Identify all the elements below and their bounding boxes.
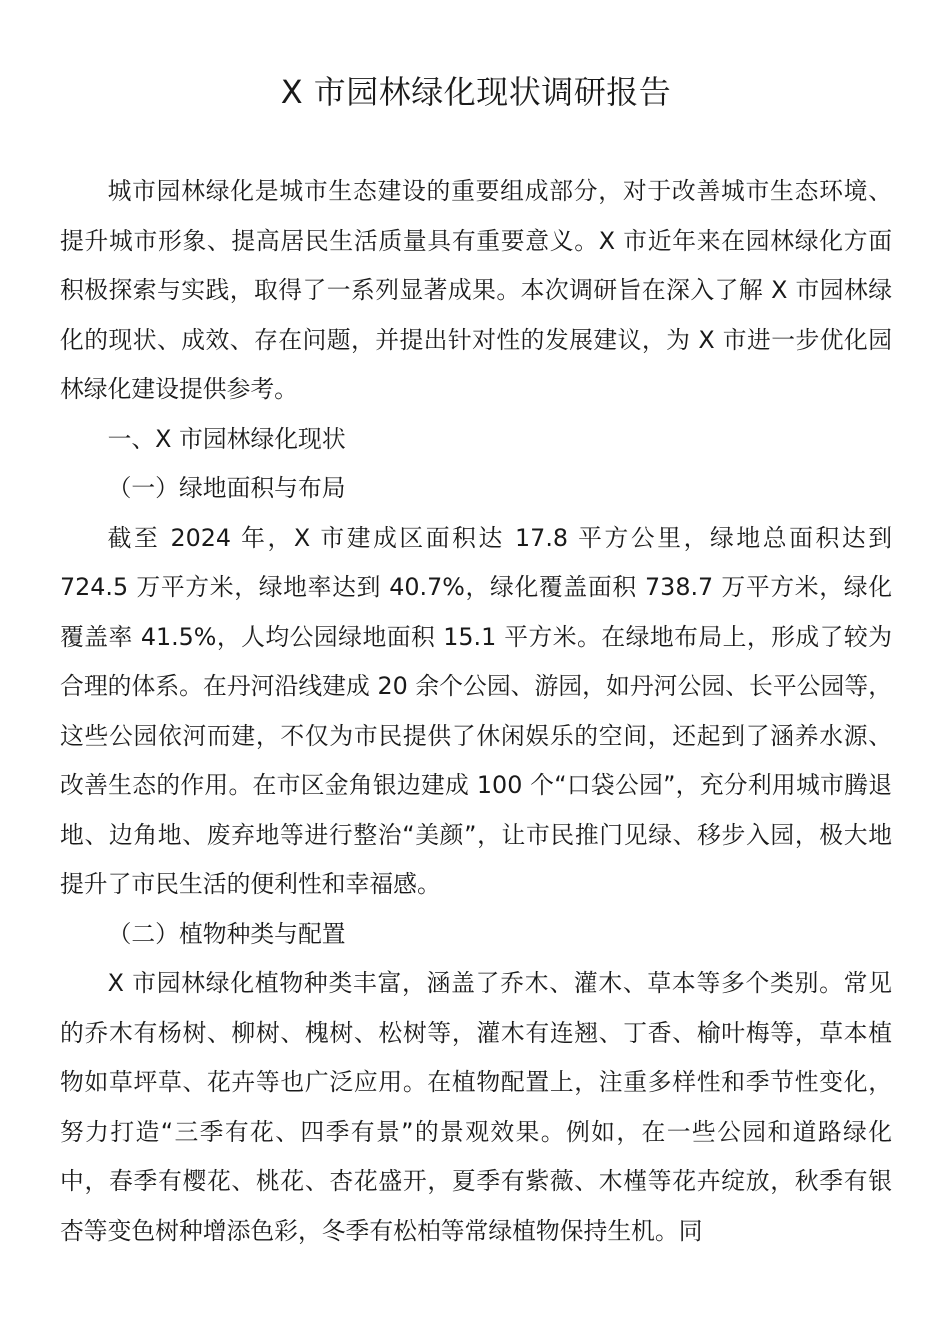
subsection-1-heading: （一）绿地面积与布局 (107, 474, 346, 502)
section-1-heading: 一、X 市园林绿化现状 (107, 424, 346, 453)
document-page (60, 0, 892, 1256)
document-body (60, 167, 892, 1256)
document-title: X 市园林绿化现状调研报告 (280, 73, 672, 111)
subsection-2-heading: （二）植物种类与配置 (107, 919, 346, 948)
subsection-2-paragraph: X 市园林绿化植物种类丰富，涵盖了乔木、灌木、草本等多个类别。常见的乔木有杨树、柳树、槐树、松树等，灌木有连翘、丁香、榆叶梅等，草本植物如草坪草、花卉等也广泛应用。在植物配置上，注重多样性和季节性变化，努力打造“三季有花、四季有景”的景观效果。例如，在一些公园和道路绿化中，春季有樱花、桃花、杏花盛开，夏季有紫薇、木槿等花卉绽放，秋季有银杏等变色树种增添色彩，冬季有松柏等常绿植物保持生机。同 (60, 969, 892, 1245)
intro-paragraph: 城市园林绿化是城市生态建设的重要组成部分，对于改善城市生态环境、提升城市形象、提高居民生活质量具有重要意义。X 市近年来在园林绿化方面积极探索与实践，取得了一系列显著成果。本次调研旨在深入了解 X 市园林绿化的现状、成效、存在问题，并提出针对性的发展建议，为 X 市进一步优化园林绿化建设提供参考。 (60, 177, 892, 403)
subsection-1-paragraph: 截至 2024 年，X 市建成区面积达 17.8 平方公里，绿地总面积达到 724.5 万平方米，绿地率达到 40.7%，绿化覆盖面积 738.7 万平方米，绿化覆盖率 41.5%，人均公园绿地面积 15.1 平方米。在绿地布局上，形成了较为合理的体系。在丹河沿线建成 20 余个公园、游园，如丹河公园、长平公园等，这些公园依河而建，不仅为市民提供了休闲娱乐的空间，还起到了涵养水源、改善生态的作用。在市区金角银边建成 100 个“口袋公园”，充分利用城市腾退地、边角地、废弃地等进行整治“美颜”，让市民推门见绿、移步入园，极大地提升了市民生活的便利性和幸福感。 (60, 523, 892, 898)
